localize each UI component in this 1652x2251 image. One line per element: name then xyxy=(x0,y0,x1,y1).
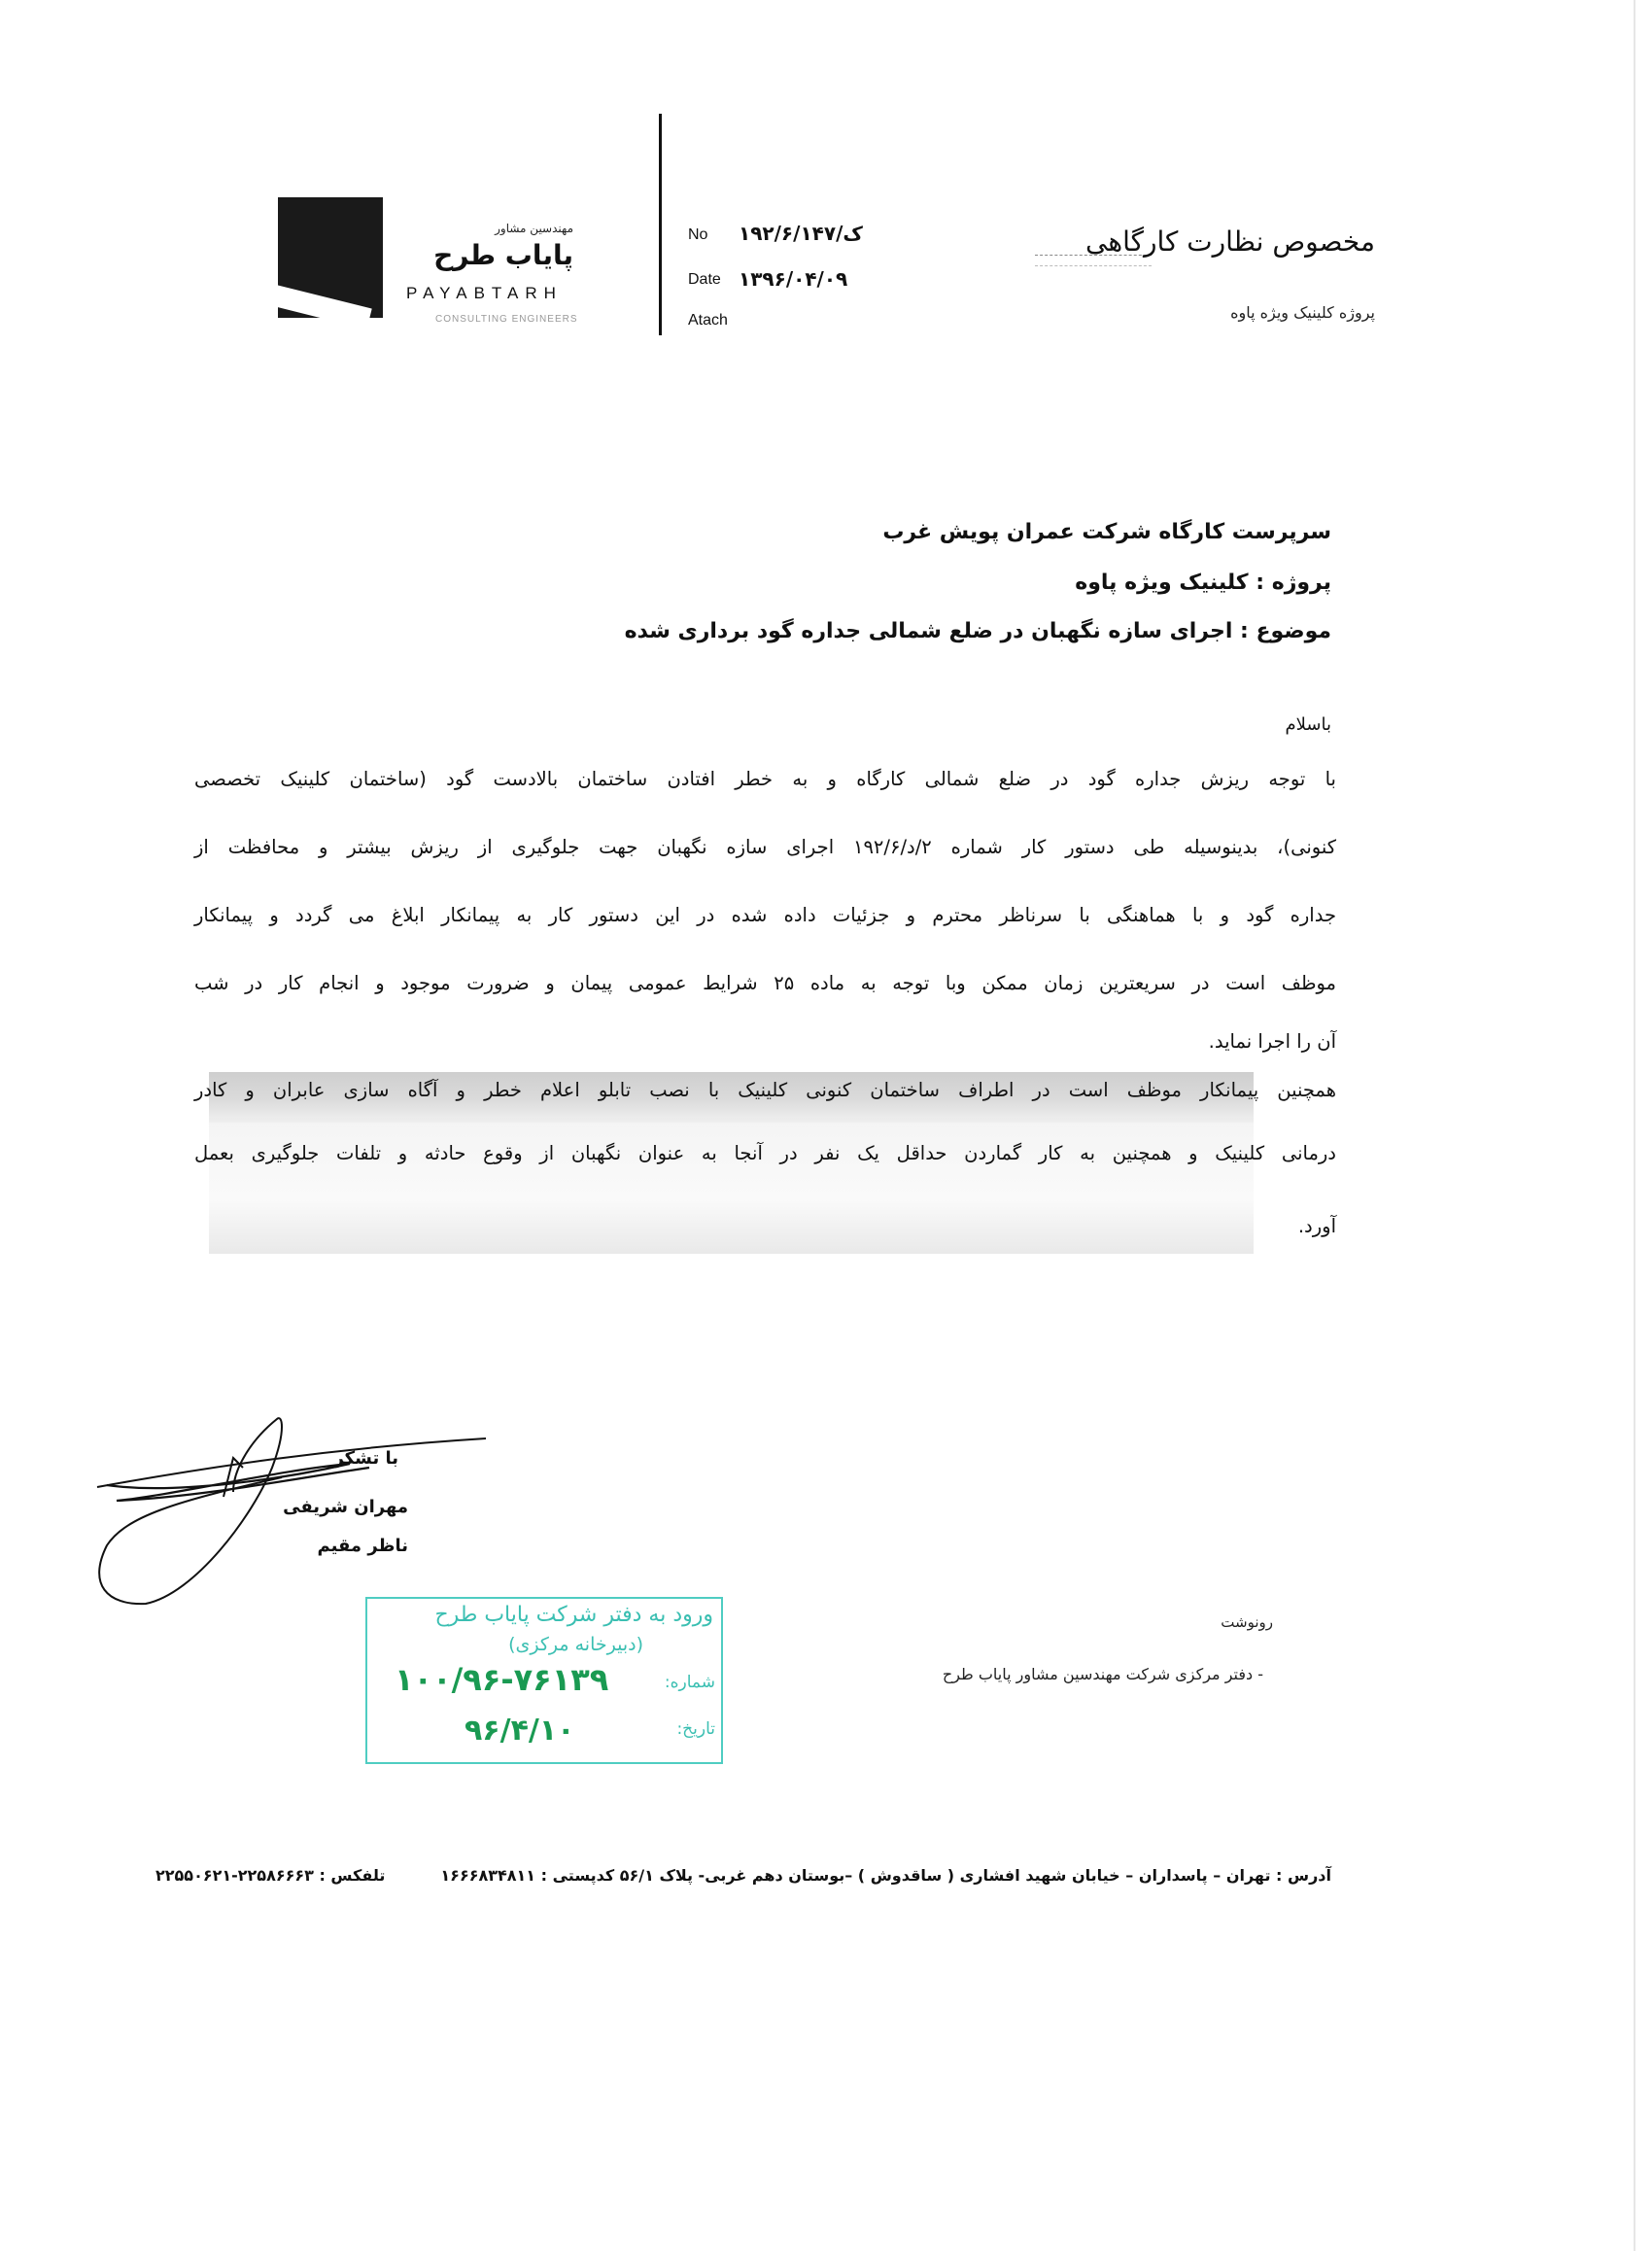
paragraph-line: کنونی)، بدینوسیله طی دستور کار شماره ۲/د/۱۹۲/۶ اجرای سازه نگهبان جهت جلوگیری از ریزش بیشتر و محافظت از xyxy=(194,836,1336,858)
cc-item: - دفتر مرکزی شرکت مهندسین مشاور پایاب طرح xyxy=(942,1665,1263,1683)
paragraph-line: آن را اجرا نماید. xyxy=(1208,1030,1336,1053)
project-line: پروژه : کلینیک ویژه پاوه xyxy=(1075,571,1331,595)
stamp-date-label: تاریخ: xyxy=(676,1719,715,1739)
logo-tagline: CONSULTING ENGINEERS xyxy=(435,314,578,325)
footer-contact xyxy=(155,1866,1331,1885)
paragraph-line: موظف است در سریعترین زمان ممکن وبا توجه به ماده ۲۵ شرایط عمومی پیمان و ضرورت موجود و انجام کار در شب xyxy=(194,972,1336,994)
logo-name-en: PAYABTARH xyxy=(406,284,563,302)
stamp-number-label: شماره: xyxy=(664,1673,715,1692)
stamp-date-value: ۹۶/۴/۱۰ xyxy=(465,1714,575,1748)
logo-subtitle: مهندسین مشاور xyxy=(495,222,573,235)
footer-telefax: تلفکس : ۲۲۵۸۶۶۶۳-۲۲۵۵۰۶۲۱ xyxy=(155,1866,386,1885)
receipt-stamp xyxy=(365,1597,723,1764)
paragraph-line: آورد. xyxy=(1297,1215,1336,1237)
signature-closing: با تشکر xyxy=(333,1448,398,1469)
paragraph-line: درمانی کلینیک و همچنین به کار گماردن حداقل یک نفر در آنجا به عنوان نگهبان از وقوع حادثه و تلفات جلوگیری بعمل xyxy=(194,1142,1336,1164)
stamp-title: ورود به دفتر شرکت پایاب طرح xyxy=(434,1603,713,1627)
paragraph-line: جداره گود و با هماهنگی با سرناظر محترم و جزئیات داده شده در این دستور کار به پیمانکار ابلاغ می گردد و پیمانکار xyxy=(194,904,1336,926)
header-title: مخصوص نظارت کارگاهی xyxy=(1085,225,1375,258)
footer-address: آدرس : تهران – پاسداران – خیابان شهید افشاری ( ساقدوش ) –بوستان دهم غربی- پلاک ۵۶/۱ کدپستی : ۱۶۶۶۸۳۴۸۱۱ xyxy=(440,1866,1331,1885)
letter-number: ۱۹۲/۶/ک/۱۴۷ xyxy=(739,222,863,245)
salutation: باسلام xyxy=(1285,714,1331,735)
signer-name: مهران شریفی xyxy=(283,1497,408,1517)
signer-role: ناظر مقیم xyxy=(317,1536,408,1556)
subject-line: موضوع : اجرای سازه نگهبان در ضلع شمالی جداره گود برداری شده xyxy=(624,619,1331,643)
header-project: پروژه کلینیک ویژه پاوه xyxy=(1230,303,1375,322)
stamp-number-value: ۱۰۰/۹۶-۷۶۱۳۹ xyxy=(395,1661,609,1698)
recipient-line: سرپرست کارگاه شرکت عمران پویش غرب xyxy=(882,520,1331,544)
attach-label: Atach xyxy=(688,312,728,329)
date-label: Date xyxy=(688,271,721,288)
header-divider xyxy=(659,114,662,335)
paragraph-line: همچنین پیمانکار موظف است در اطراف ساختمان کنونی کلینیک با نصب تابلو اعلام خطر و آگاه سازی عابران و کادر xyxy=(194,1079,1336,1101)
header-rule xyxy=(1035,265,1152,267)
logo-name-fa: پایاب طرح xyxy=(433,239,573,271)
page-edge xyxy=(1634,0,1635,2251)
company-logo-icon xyxy=(278,197,383,318)
letter-date: ۱۳۹۶/۰۴/۰۹ xyxy=(739,267,848,291)
cc-label: رونوشت xyxy=(1221,1613,1273,1631)
stamp-subtitle: (دبیرخانه مرکزی) xyxy=(508,1634,643,1655)
paragraph-line: با توجه ریزش جداره گود در ضلع شمالی کارگاه و به خطر افتادن ساختمان بالادست گود (ساختمان کلینیک تخصصی xyxy=(194,768,1336,790)
no-label: No xyxy=(688,226,708,243)
